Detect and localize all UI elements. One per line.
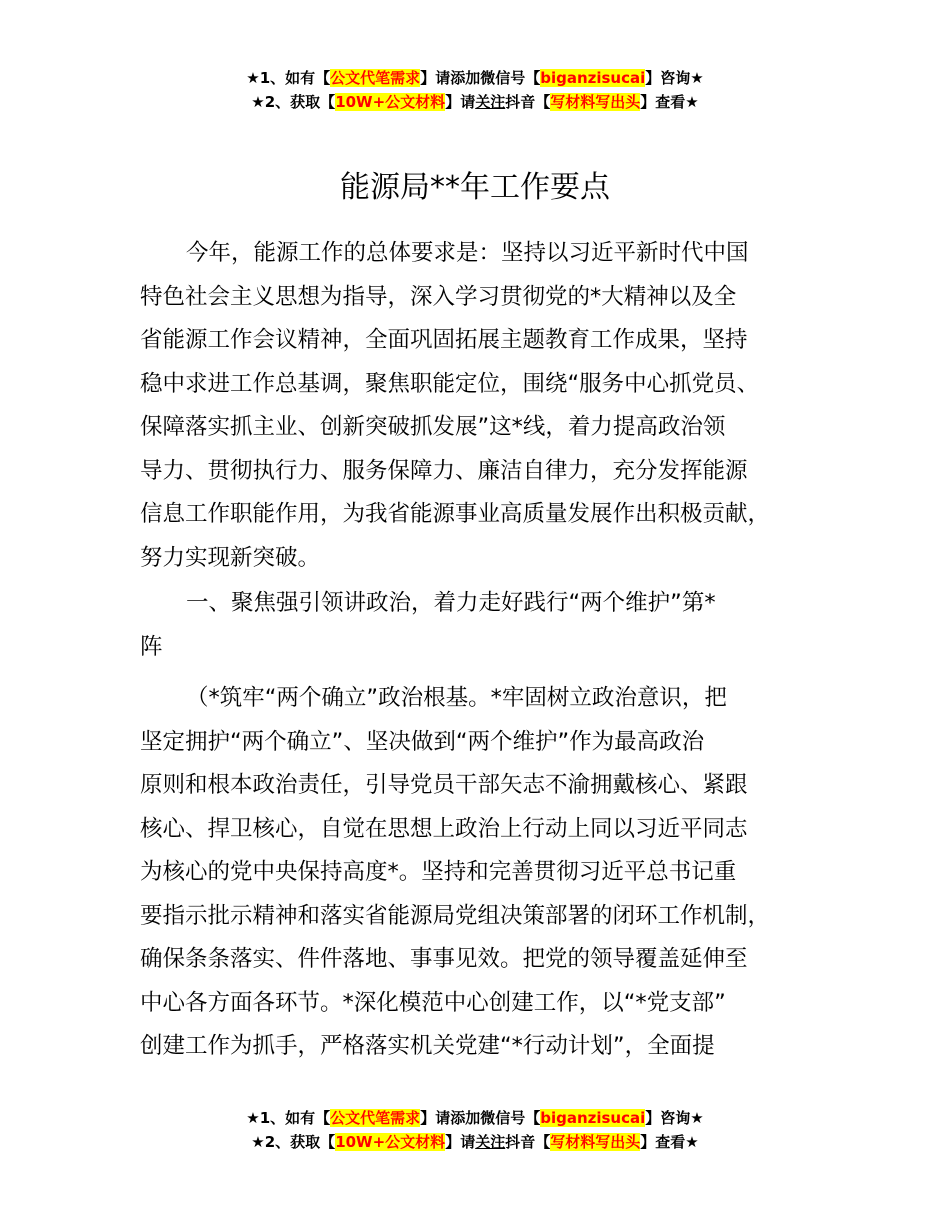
banner-line-1: [0, 1106, 950, 1130]
text-line: 导力、贯彻执行力、服务保障力、廉洁自律力，充分发挥能源: [140, 457, 748, 484]
banner-text: ★2、获取【: [251, 93, 336, 111]
footer-banner: [0, 1106, 950, 1154]
wechat-id-highlight: biganzisucai: [540, 1109, 646, 1127]
banner-text: 】请添加微信号【: [420, 1109, 541, 1127]
banner-highlight: 10W+公文材料: [335, 1133, 446, 1151]
text-line: 确保条条落实、件件落地、事事见效。把党的领导覆盖延伸至: [140, 946, 748, 972]
banner-line-2: [0, 90, 950, 114]
banner-highlight: 公文代笔需求: [330, 1109, 421, 1127]
banner-text: 】咨询★: [645, 1109, 704, 1127]
section-heading-1: [140, 582, 716, 669]
text-line: 核心、捍卫核心，自觉在思想上政治上行动上同以习近平同志: [140, 815, 748, 842]
banner-text: 】请: [445, 1133, 476, 1151]
banner-underlined-text: 关注: [475, 1133, 506, 1151]
douyin-account-highlight: 写材料写出头: [550, 93, 641, 111]
document-title: 能源局**年工作要点: [340, 170, 610, 205]
banner-text: ★2、获取【: [251, 1133, 336, 1151]
text-line: 一、聚焦强引领讲政治，着力走好践行“两个维护”第*: [186, 590, 716, 616]
banner-text: 抖音【: [505, 1133, 551, 1151]
text-line: 为核心的党中央保持高度*。坚持和完善贯彻习近平总书记重: [140, 859, 737, 885]
banner-text: ★1、如有【: [246, 1109, 331, 1127]
paragraph-intro: [140, 232, 770, 580]
text-line: 中心各方面各环节。*深化模范中心创建工作，以“*党支部”: [140, 989, 726, 1016]
text-line: 今年，能源工作的总体要求是：坚持以习近平新时代中国: [186, 240, 749, 266]
banner-underlined-text: 关注: [475, 93, 506, 111]
text-line: 省能源工作会议精神，全面巩固拓展主题教育工作成果，坚持: [140, 327, 748, 353]
text-line: 特色社会主义思想为指导，深入学习贯彻党的*大精神以及全: [140, 283, 737, 310]
text-line: （*筑牢“两个确立”政治根基。*牢固树立政治意识，把: [186, 685, 727, 711]
banner-text: ★1、如有【: [246, 69, 331, 87]
banner-text: 抖音【: [505, 93, 551, 111]
text-line: 保障落实抓主业、创新突破抓发展”这*线，着力提高政治领: [140, 414, 726, 440]
banner-text: 】查看★: [640, 93, 699, 111]
text-line: 稳中求进工作总基调，聚焦职能定位，围绕“服务中心抓党员、: [140, 370, 760, 397]
text-line: 坚定拥护“两个确立”、坚决做到“两个维护”作为最高政治: [140, 728, 705, 755]
banner-text: 】请: [445, 93, 476, 111]
text-line: 努力实现新突破。: [140, 544, 321, 571]
text-line: 阵: [140, 633, 163, 660]
wechat-id-highlight: biganzisucai: [540, 69, 646, 87]
banner-text: 】咨询★: [645, 69, 704, 87]
douyin-account-highlight: 写材料写出头: [550, 1133, 641, 1151]
text-line: 信息工作职能作用，为我省能源事业高质量发展作出积极贡献，: [140, 501, 771, 527]
banner-highlight: 公文代笔需求: [330, 69, 421, 87]
paragraph-section-1-item-1: [140, 677, 770, 1069]
text-line: 要指示批示精神和落实省能源局党组决策部署的闭环工作机制，: [140, 902, 771, 929]
banner-text: 】请添加微信号【: [420, 69, 541, 87]
text-line: 原则和根本政治责任，引导党员干部矢志不渝拥戴核心、紧跟: [140, 772, 748, 798]
text-line: 创建工作为抓手，严格落实机关党建“*行动计划”，全面提: [140, 1033, 715, 1059]
banner-line-2: [0, 1130, 950, 1154]
banner-text: 】查看★: [640, 1133, 699, 1151]
header-banner: [0, 66, 950, 114]
banner-line-1: [0, 66, 950, 90]
banner-highlight: 10W+公文材料: [335, 93, 446, 111]
